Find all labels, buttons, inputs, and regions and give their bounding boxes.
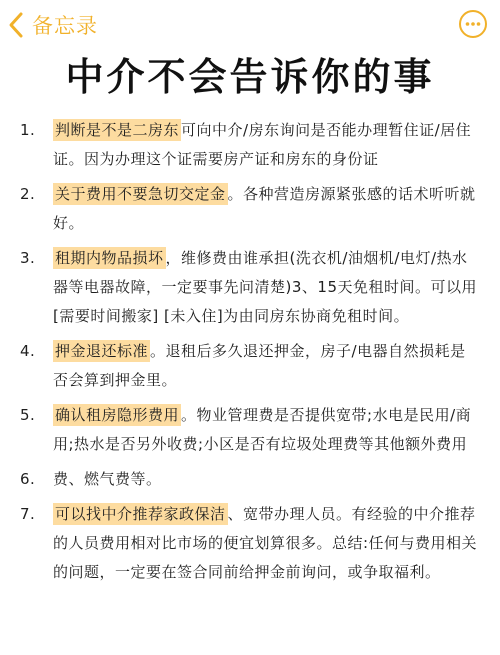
- item-highlight: 可以找中介推荐家政保洁: [55, 505, 226, 523]
- item-number: 4.: [20, 342, 36, 360]
- item-text: 。各种营造房源紧张感的话术听听就好。: [53, 185, 476, 232]
- item-highlight: 确认租房隐形费用: [55, 406, 180, 424]
- item-number: 7.: [20, 505, 36, 523]
- item-text: 。退租后多久退还押金，房子/电器自然损耗是否会算到押金里。: [53, 342, 466, 389]
- item-text: ，维修费由谁承担(洗衣机/油烟机/电灯/热水器等电器故障，一定要事先问清楚)3、15天免租时间。可以用[需要时间搬家] [未入住]为由同房东协商免租时间。: [53, 249, 477, 325]
- item-number: 1.: [20, 121, 36, 139]
- item-highlight: 关于费用不要急切交定金: [55, 185, 226, 203]
- item-highlight: 判断是不是二房东: [55, 121, 180, 139]
- note-title: 中介不会告诉你的事: [65, 55, 435, 99]
- back-button[interactable]: [8, 8, 98, 42]
- back-label: 备忘录: [32, 14, 98, 38]
- item-number: 3.: [20, 249, 36, 267]
- more-button[interactable]: [458, 9, 488, 39]
- chevron-left-icon: [8, 11, 24, 39]
- list-item: [20, 337, 480, 395]
- item-text: 可向中介/房东询问是否能办理暂住证/居住证。因为办理这个证需要房产证和房东的身份证: [53, 121, 472, 168]
- item-text: 。物业管理费是否提供宽带;水电是民用/商用;热水是否另外收费;小区是否有垃圾处理费等其他额外费用: [53, 406, 472, 453]
- item-highlight: 押金退还标准: [55, 342, 149, 360]
- item-text: 、宽带办理人员。有经验的中介推荐的人员费用相对比市场的便宜划算很多。总结:任何与费用相关的问题，一定要在签合同前给押金前询问，或争取福利。: [53, 505, 478, 581]
- list-item: [20, 244, 480, 331]
- item-number: 2.: [20, 185, 36, 203]
- item-number: 5.: [20, 406, 36, 424]
- item-highlight: 租期内物品损坏: [55, 249, 164, 267]
- list-item: [20, 180, 480, 238]
- list-item: [20, 116, 480, 174]
- item-text: 费、燃气费等。: [53, 470, 162, 488]
- item-number: 6.: [20, 470, 36, 488]
- list-item: [20, 465, 480, 494]
- note-list: [20, 116, 480, 593]
- list-item: [20, 500, 480, 587]
- navigation-bar: [0, 0, 500, 48]
- list-item: [20, 401, 480, 459]
- more-horizontal-icon: [458, 9, 488, 39]
